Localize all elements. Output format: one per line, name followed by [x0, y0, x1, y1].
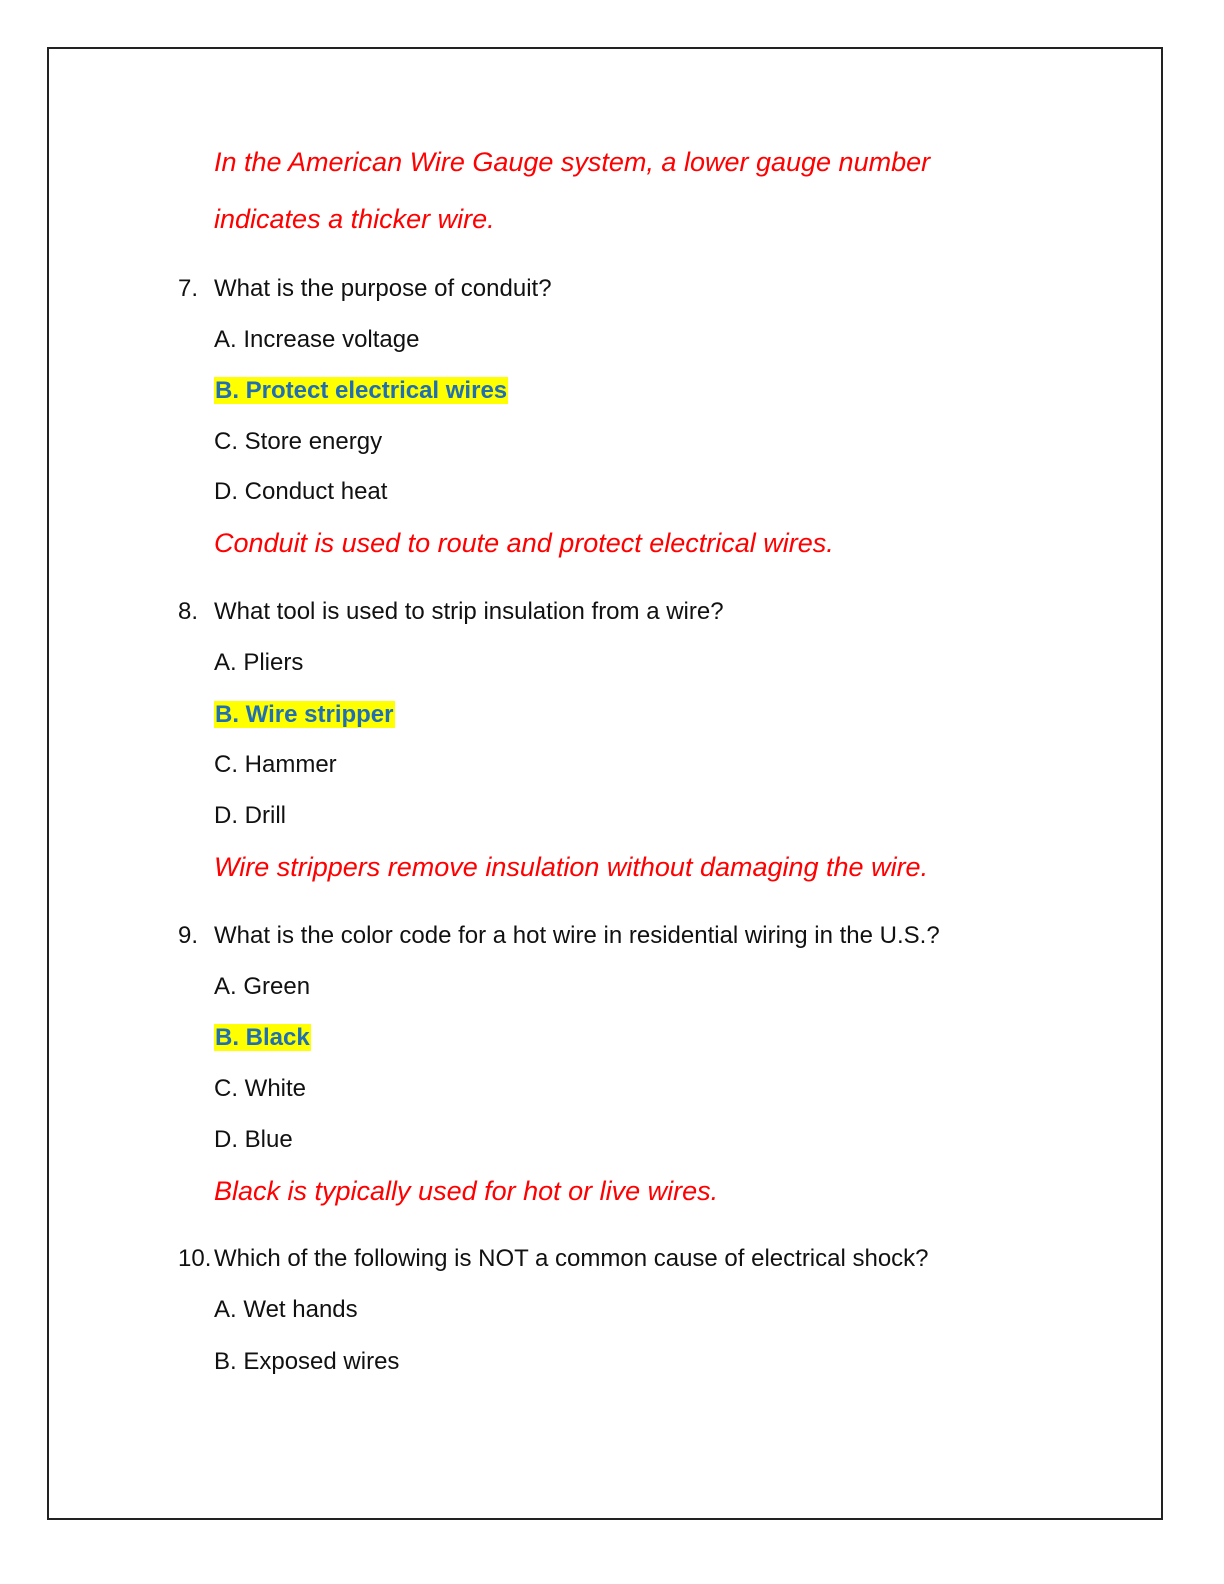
question-text-8: What tool is used to strip insulation from a wire? — [214, 598, 724, 625]
explanation-q9: Black is typically used for hot or live wires. — [214, 1176, 719, 1206]
q8-option-b-correct: B. Wire stripper — [215, 701, 394, 728]
q7-option-b-correct: B. Protect electrical wires — [215, 377, 508, 404]
question-number-9: 9. — [178, 922, 199, 949]
explanation-q6-line1: In the American Wire Gauge system, a lower gauge number — [214, 147, 931, 177]
q9-option-b-correct: B. Black — [215, 1024, 310, 1051]
q8-option-a: A. Pliers — [214, 649, 304, 676]
question-text-7: What is the purpose of conduit? — [214, 275, 552, 302]
question-text-9: What is the color code for a hot wire in residential wiring in the U.S.? — [214, 922, 940, 949]
q9-option-d: D. Blue — [214, 1126, 293, 1153]
explanation-q6-line2: indicates a thicker wire. — [214, 204, 495, 234]
q10-option-a: A. Wet hands — [214, 1296, 358, 1323]
explanation-q7: Conduit is used to route and protect electrical wires. — [214, 528, 834, 558]
q7-option-d: D. Conduct heat — [214, 478, 388, 505]
q8-option-c: C. Hammer — [214, 751, 337, 778]
question-number-8: 8. — [178, 598, 199, 625]
q7-option-a: A. Increase voltage — [214, 326, 420, 353]
explanation-q8: Wire strippers remove insulation without damaging the wire. — [214, 852, 929, 882]
q10-option-b: B. Exposed wires — [214, 1348, 400, 1375]
q9-option-c: C. White — [214, 1075, 307, 1102]
question-text-10: Which of the following is NOT a common cause of electrical shock? — [214, 1245, 929, 1272]
q7-option-c: C. Store energy — [214, 428, 383, 455]
q9-option-a: A. Green — [214, 973, 311, 1000]
q8-option-d: D. Drill — [214, 802, 286, 829]
question-number-10: 10. — [178, 1245, 212, 1272]
question-number-7: 7. — [178, 275, 199, 302]
